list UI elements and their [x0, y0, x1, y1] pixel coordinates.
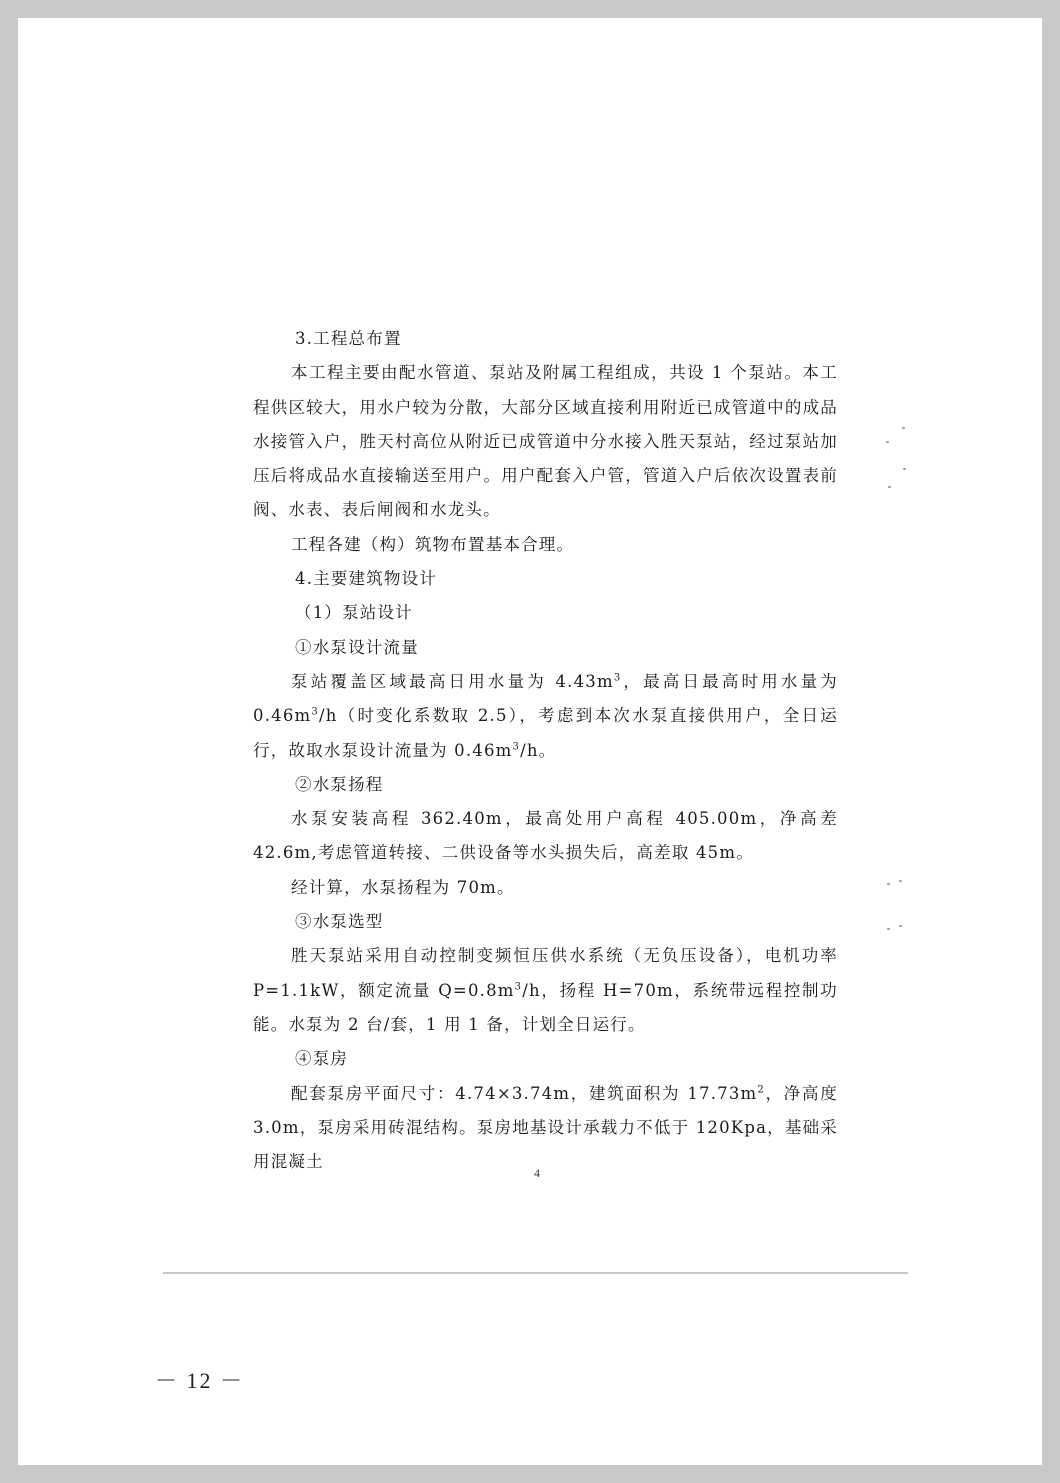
- scan-speck: [887, 928, 890, 930]
- section-3-heading: 3.工程总布置: [295, 329, 402, 348]
- pump-head-heading: ②水泵扬程: [295, 774, 384, 794]
- pump-house-heading: ④泵房: [295, 1049, 349, 1069]
- pump-selection-text-a: 胜天泵站采用自动控制变频恒压供水系统（无负压设备），电机功率 P=1.1kW，额定流量 Q=0.8m: [253, 946, 838, 1000]
- scan-speck: [902, 427, 905, 429]
- superscript-3: 3: [311, 706, 319, 718]
- scan-speck: [887, 883, 890, 885]
- pump-selection-paragraph: [253, 939, 838, 1042]
- section-3-conclusion: 工程各建（构）筑物布置基本合理。: [291, 534, 575, 554]
- pump-house-paragraph: [253, 1077, 838, 1180]
- pump-flow-heading: ①水泵设计流量: [295, 637, 419, 657]
- superscript-3: 3: [512, 741, 521, 753]
- superscript-3: 3: [613, 672, 622, 684]
- pump-station-design-heading: （1）泵站设计: [295, 603, 413, 623]
- scan-speck: [886, 441, 889, 443]
- pump-head-result: 经计算，水泵扬程为 70m。: [291, 877, 515, 897]
- pump-flow-text-d: /h。: [520, 740, 557, 760]
- pump-head-paragraph: 水泵安装高程 362.40m，最高处用户高程 405.00m，净高差 42.6m,考虑管道转接、二供设备等水头损失后，高差取 45m。: [253, 809, 838, 863]
- pump-flow-text-b: ，最高日最高时用水量为 0.46m: [253, 671, 839, 726]
- scan-speck: [888, 486, 891, 488]
- page-number: － 12 －: [155, 1368, 245, 1393]
- pump-flow-text-a: 泵站覆盖区域最高日用水量为 4.43m: [291, 671, 614, 691]
- footer-divider: [163, 1272, 908, 1274]
- section-3-paragraph: 本工程主要由配水管道、泵站及附属工程组成，共设 1 个泵站。本工程供区较大，用水户较为分散，大部分区域直接利用附近已成管道中的成品水接管入户，胜天村高位从附近已成管道中分水接入胜天泵站，经过泵站加压后将成品水直接输送至用户。用户配套入户管，管道入户后依次设置表前阀、水表、表后闸阀和水龙头。: [253, 363, 838, 520]
- section-4-heading: 4.主要建筑物设计: [295, 569, 438, 589]
- scan-speck: [899, 925, 902, 927]
- pump-selection-heading: ③水泵选型: [295, 912, 384, 932]
- pump-flow-paragraph: [253, 665, 838, 768]
- superscript-2: 2: [757, 1084, 765, 1096]
- scan-speck: [903, 468, 906, 470]
- scan-speck: [899, 880, 902, 882]
- pump-flow-text-c: /h（时变化系数取 2.5），考虑到本次水泵直接供用户，全日运行，故取水泵设计流量为 0.46m: [253, 706, 838, 760]
- pump-house-text-a: 配套泵房平面尺寸：4.74×3.74m，建筑面积为 17.73m: [291, 1083, 758, 1103]
- scanned-page-number: 4: [534, 1166, 540, 1180]
- scanned-page-body: [253, 322, 838, 1179]
- pump-house-text-b: ，净高度 3.0m，泵房采用砖混结构。泵房地基设计承载力不低于 120Kpa，基础采用混凝土: [253, 1083, 838, 1172]
- superscript-3: 3: [514, 981, 523, 993]
- pump-selection-text-b: /h，扬程 H=70m，系统带远程控制功能。水泵为 2 台/套，1 用 1 备，计划全日运行。: [253, 980, 838, 1034]
